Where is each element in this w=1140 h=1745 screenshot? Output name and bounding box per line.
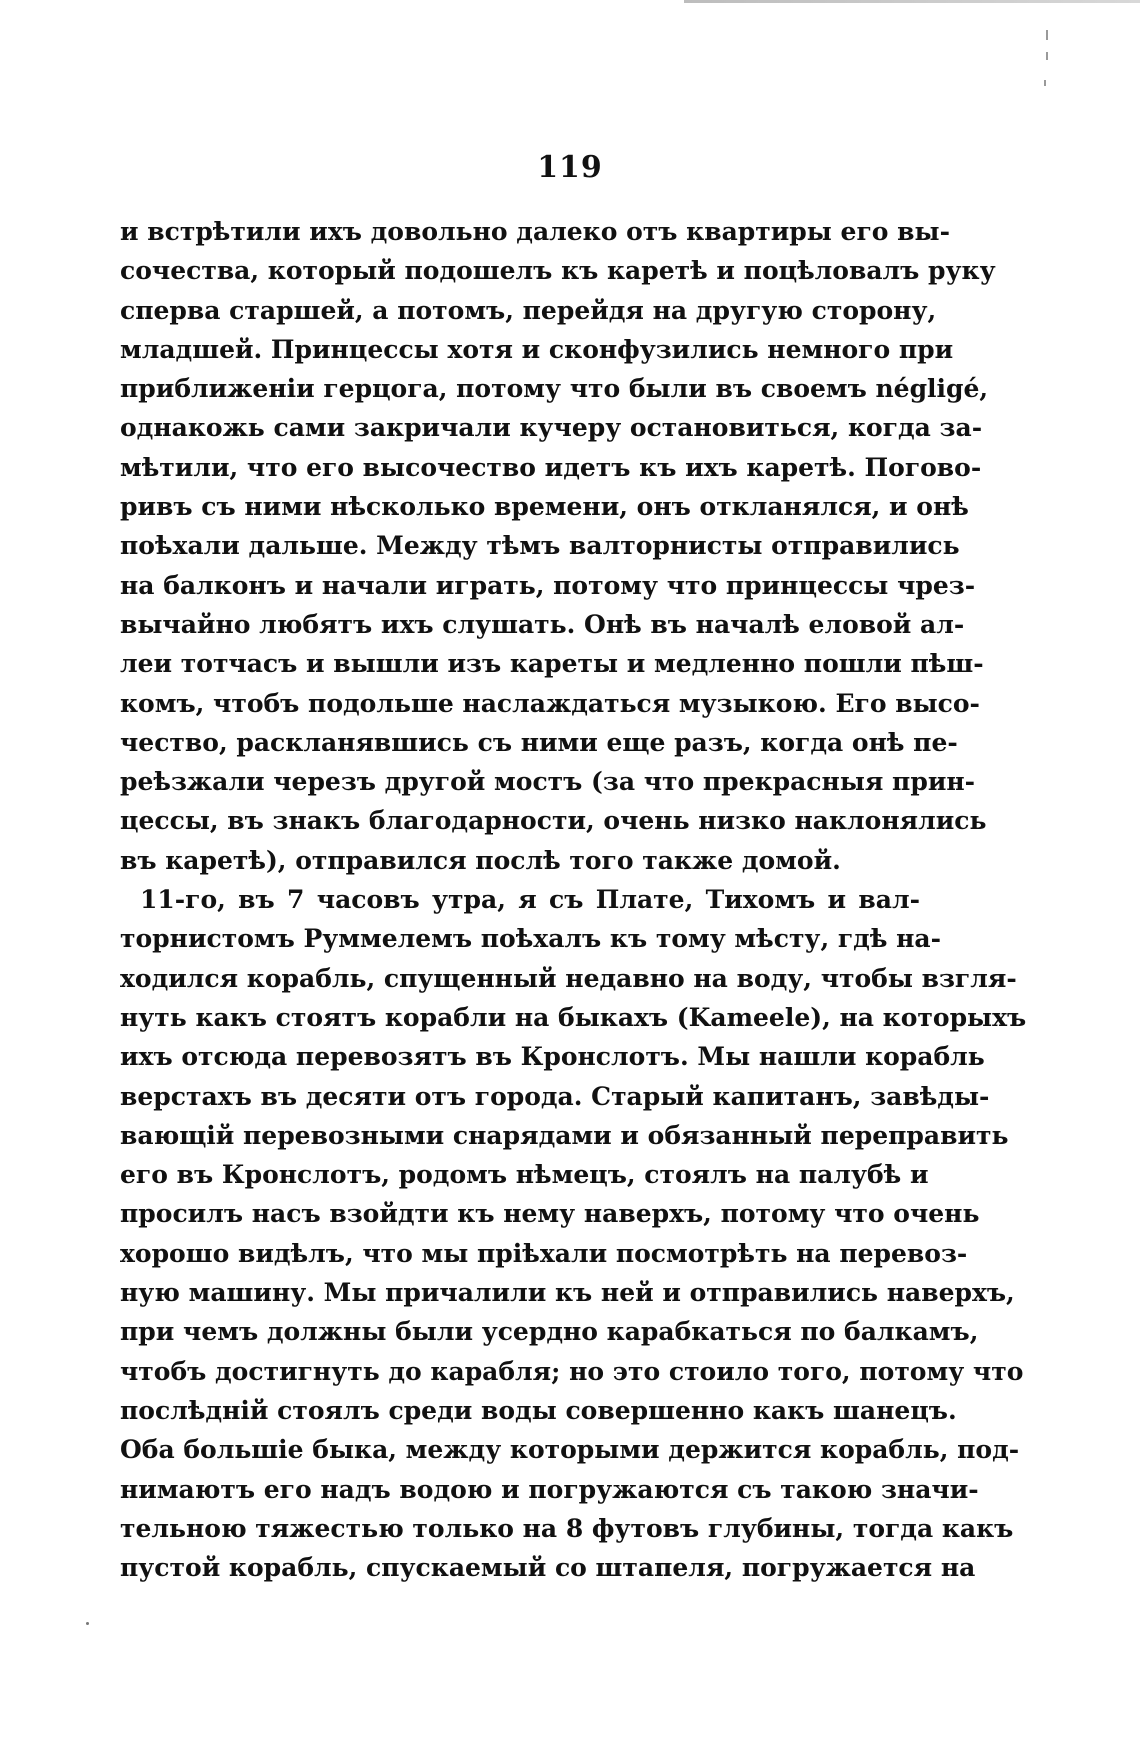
text-line: при чемъ должны были усердно карабкаться по балкамъ, [120,1317,979,1347]
text-line: нуть какъ стоятъ корабли на быкахъ (Kameele), на которыхъ [120,1002,1027,1032]
text-line: тельною тяжестью только на 8 футовъ глубины, тогда какъ [120,1513,1014,1543]
text-line: ривъ съ ними нѣсколько времени, онъ откланялся, и онѣ [120,492,969,522]
text-line: леи тотчасъ и вышли изъ кареты и медленно пошли пѣш- [120,649,984,679]
text-line: чество, раскланявшись съ ними еще разъ, когда онѣ пе- [120,727,958,757]
text-line: ихъ отсюда перевозятъ въ Кронслотъ. Мы нашли корабль [120,1042,985,1072]
text-line: нимаютъ его надъ водою и погружаются съ такою значи- [120,1474,979,1504]
text-line: сочества, который подошелъ къ каретѣ и поцѣловалъ руку [120,256,996,286]
body-text [120,212,1027,1587]
page-number: 119 [537,150,603,185]
text-line: ходился корабль, спущенный недавно на воду, чтобы взгля- [120,963,1017,993]
text-line: 11-го, въ 7 часовъ утра, я съ Плате, Тихомъ и вал- [140,885,920,915]
text-line: хорошо видѣлъ, что мы пріѣхали посмотрѣть на перевоз- [120,1238,968,1268]
text-line: его въ Кронслотъ, родомъ нѣмецъ, стоялъ на палубѣ и [120,1160,929,1190]
text-line: цессы, въ знакъ благодарности, очень низко наклонялись [120,806,987,836]
text-line: пустой корабль, спускаемый со штапеля, погружается на [120,1553,976,1583]
text-line: просилъ насъ взойдти къ нему наверхъ, потому что очень [120,1199,980,1229]
scan-edge-mark-top [1046,30,1048,40]
top-edge-rule [0,0,1140,3]
text-line: верстахъ въ десяти отъ города. Старый капитанъ, завѣды- [120,1081,990,1111]
text-line: послѣдній стоялъ среди воды совершенно какъ шанецъ. [120,1395,957,1425]
paragraph-2 [120,880,1027,1587]
text-line: вычайно любятъ ихъ слушать. Онѣ въ началѣ еловой ал- [120,609,965,639]
scan-edge-mark-middle [1046,52,1048,60]
scan-speck [86,1622,89,1625]
text-line: и встрѣтили ихъ довольно далеко отъ квартиры его вы- [120,217,950,246]
text-line: комъ, чтобъ подольше наслаждаться музыкою. Его высо- [120,688,980,718]
text-line: поѣхали дальше. Между тѣмъ валторнисты отправились [120,531,960,561]
text-line: младшей. Принцессы хотя и сконфузились немного при [120,334,954,364]
text-line: однакожь сами закричали кучеру остановиться, когда за- [120,413,983,443]
text-line: реѣзжали черезъ другой мостъ (за что прекрасныя прин- [120,767,976,797]
text-line: приближеніи герцога, потому что были въ своемъ négligé, [120,374,989,404]
text-line: мѣтили, что его высочество идетъ къ ихъ каретѣ. Поговo- [120,452,982,482]
text-line: Оба большіе быка, между которыми держится корабль, под- [120,1435,1020,1465]
text-line: торнистомъ Руммелемъ поѣхалъ къ тому мѣсту, гдѣ на- [120,924,941,954]
text-line: вающій перевозными снарядами и обязанный переправить [120,1120,1009,1150]
text-line: ную машину. Мы причалили къ ней и отправились наверхъ, [120,1278,1015,1308]
scan-edge-mark-low [1044,80,1046,86]
paragraph-1 [120,212,996,880]
text-line: сперва старшей, а потомъ, перейдя на другую сторону, [120,295,937,325]
text-line: въ каретѣ), отправился послѣ того также домой. [120,845,841,875]
text-line: чтобъ достигнуть до карабля; но это стоило того, потому что [120,1356,1024,1386]
text-line: на балконъ и начали играть, потому что принцессы чрез- [120,570,976,600]
